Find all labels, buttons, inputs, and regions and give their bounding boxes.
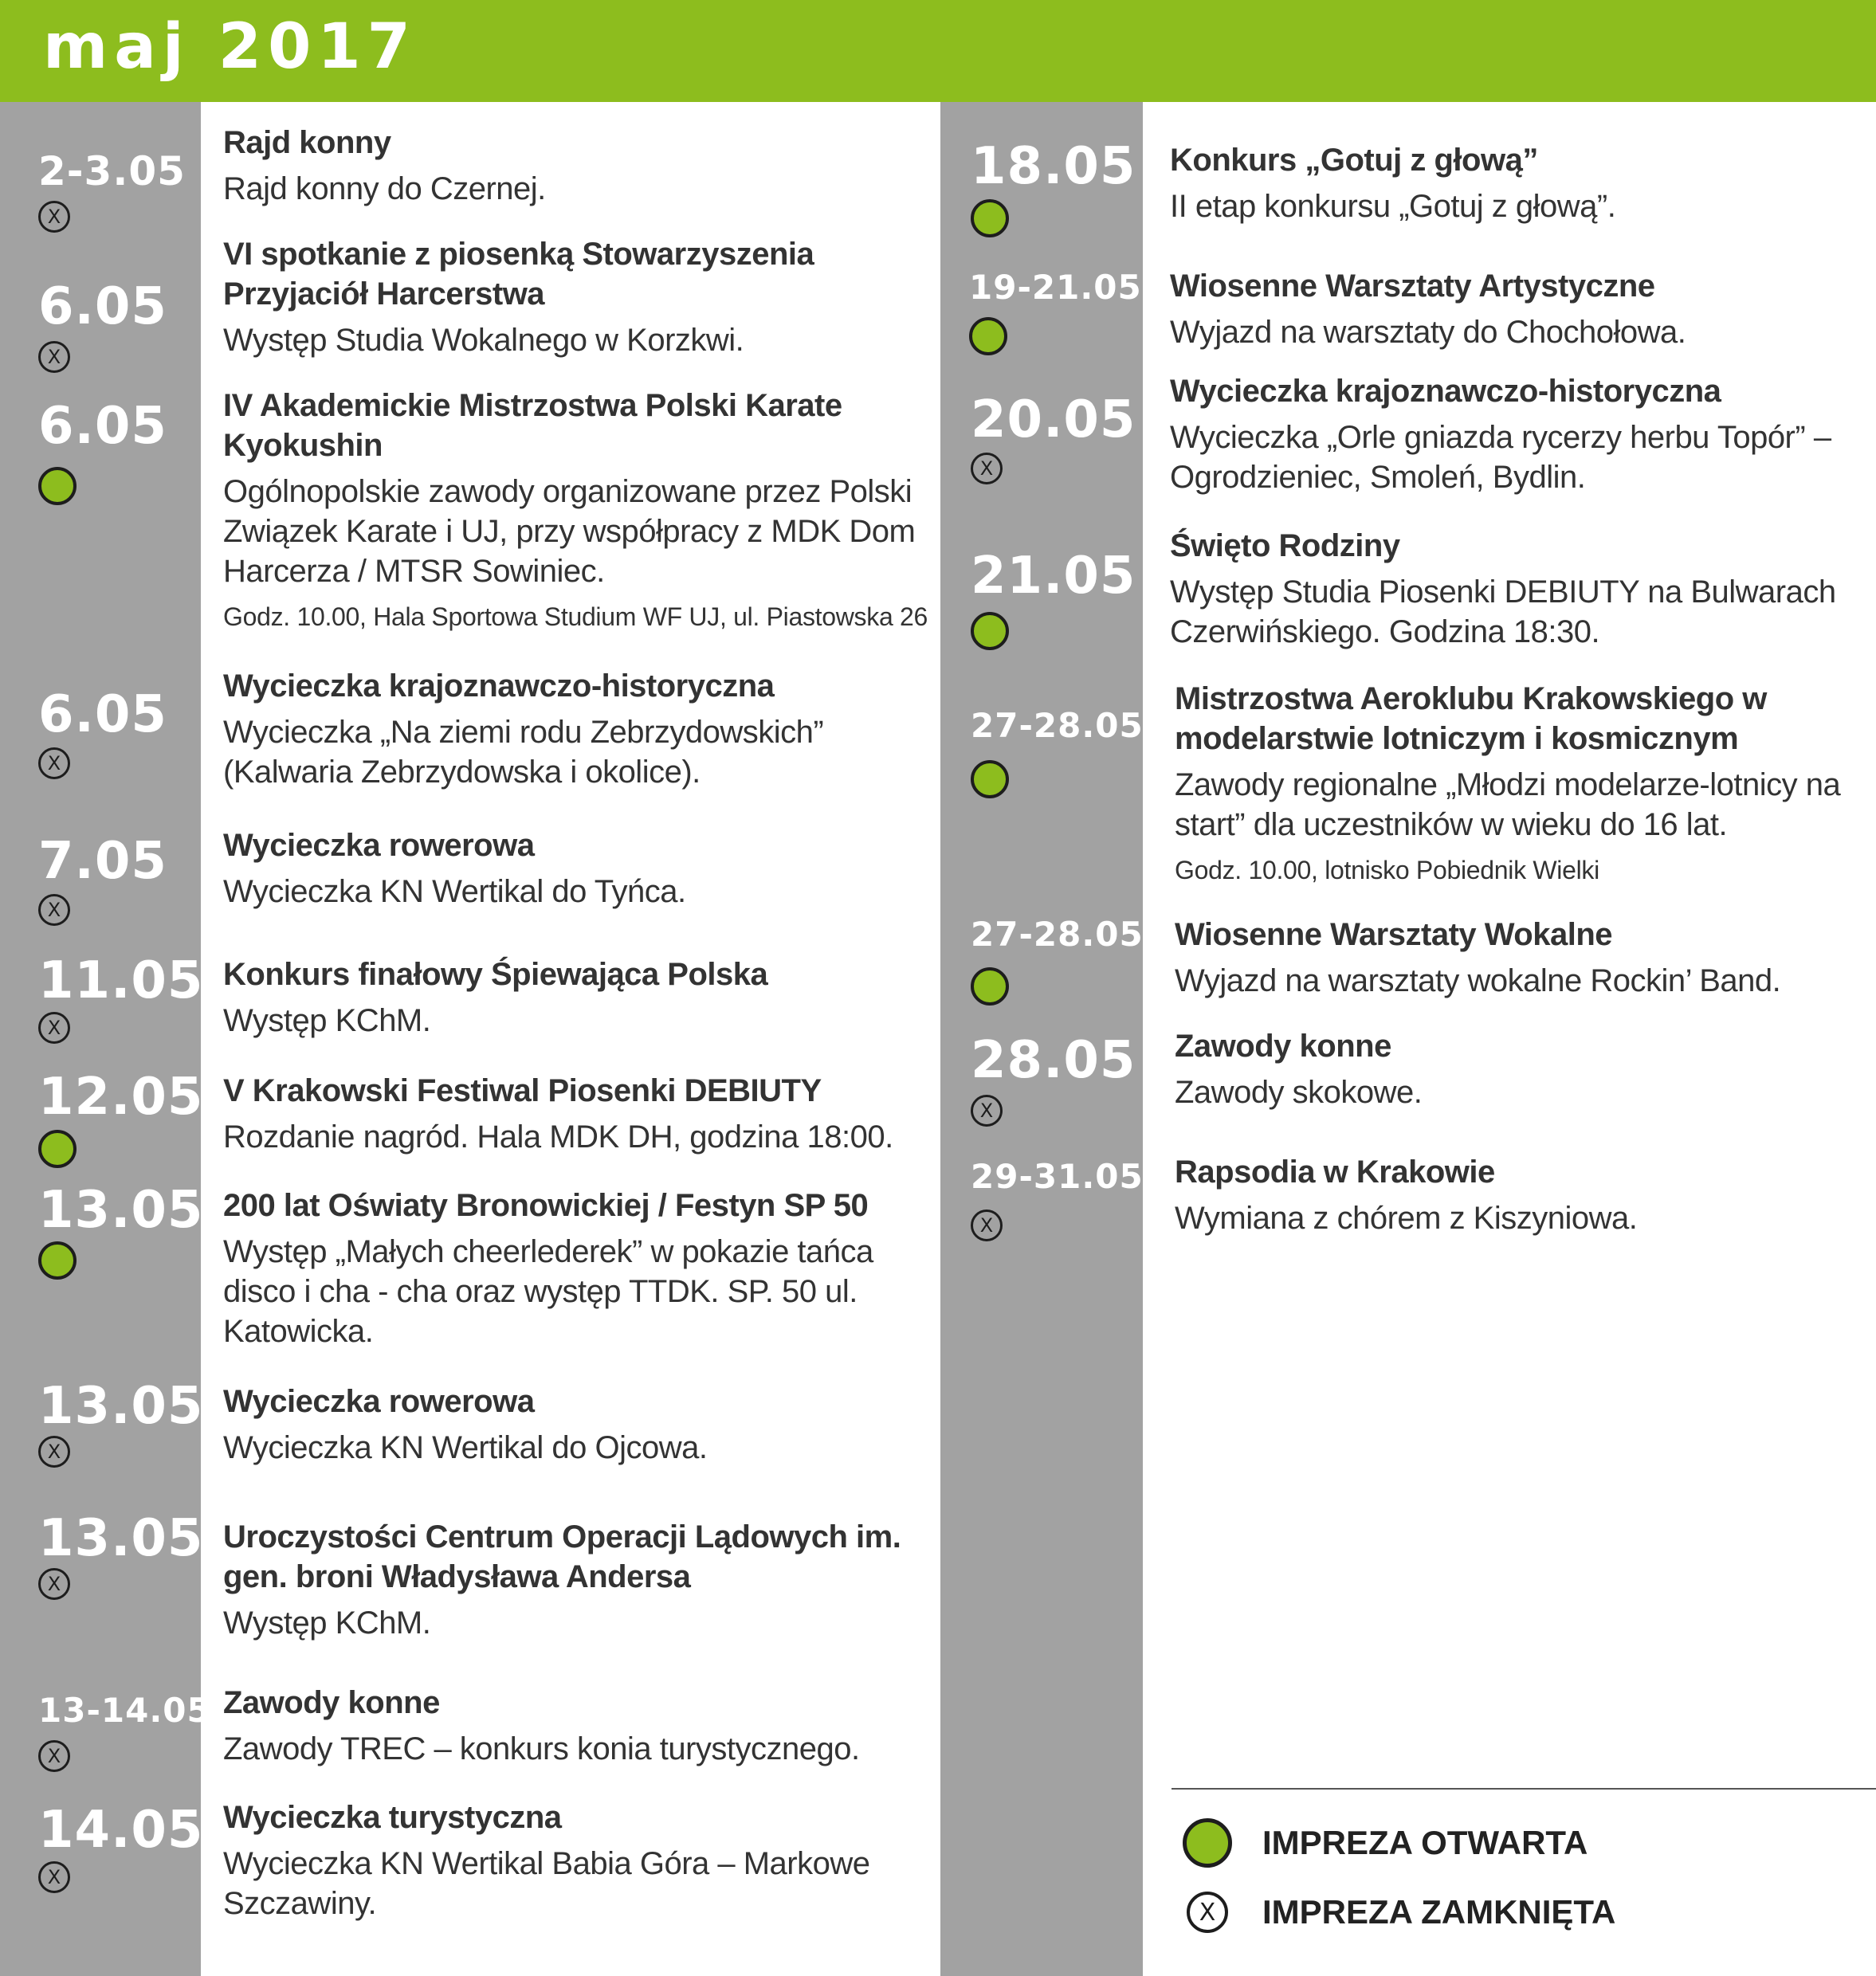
event-date: 18.05 xyxy=(971,137,1136,196)
event-title: 200 lat Oświaty Bronowickiej / Festyn SP 50 xyxy=(223,1188,869,1223)
event-description: Rajd konny do Czernej. xyxy=(223,171,546,206)
event-date: 11.05 xyxy=(38,951,204,1010)
event-note: Godz. 10.00, Hala Sportowa Studium WF UJ, ul. Piastowska 26 xyxy=(223,602,928,631)
open-event-icon xyxy=(38,1130,77,1168)
open-event-icon xyxy=(38,1241,77,1280)
event-date: 13.05 xyxy=(38,1377,204,1436)
event-description: Występ „Małych cheerlederek” w pokazie tańca disco i cha - cha oraz występ TTDK. SP. 50 ul. Katowicka. xyxy=(223,1234,873,1349)
page-title: maj 2017 xyxy=(43,11,417,83)
open-event-icon xyxy=(971,199,1009,237)
closed-event-icon: X xyxy=(1187,1892,1228,1933)
open-event-icon xyxy=(971,760,1009,798)
event-title: Zawody konne xyxy=(223,1685,440,1720)
legend-open-label: IMPREZA OTWARTA xyxy=(1262,1824,1588,1861)
event-description: Wycieczka KN Wertikal do Ojcowa. xyxy=(223,1430,708,1465)
event-description: II etap konkursu „Gotuj z głową”. xyxy=(1170,189,1616,224)
event-date: 19-21.05 xyxy=(969,268,1142,307)
event-details xyxy=(223,1798,932,1923)
event-details xyxy=(223,825,932,912)
event-details xyxy=(1175,915,1868,1001)
event-details xyxy=(223,1382,932,1468)
event-date: 13-14.05 xyxy=(38,1691,211,1730)
event-details xyxy=(223,1683,932,1769)
event-title: Wycieczka rowerowa xyxy=(223,828,535,863)
event-date: 27-28.05 xyxy=(971,706,1144,745)
event-date: 27-28.05 xyxy=(971,915,1144,954)
event-details xyxy=(1170,266,1871,352)
event-description: Ogólnopolskie zawody organizowane przez Polski Związek Karate i UJ, przy współpracy z MDK Dom Harcerza / MTSR Sowiniec. xyxy=(223,474,916,589)
event-title: Konkurs finałowy Śpiewająca Polska xyxy=(223,957,768,992)
event-date: 2-3.05 xyxy=(38,148,186,194)
open-event-icon xyxy=(38,467,77,505)
event-details xyxy=(223,955,932,1041)
closed-event-icon: X xyxy=(38,894,70,926)
event-details xyxy=(223,1071,932,1157)
event-date: 6.05 xyxy=(38,397,167,456)
event-details xyxy=(223,666,932,792)
event-details xyxy=(223,386,932,634)
closed-event-icon: X xyxy=(38,1012,70,1044)
legend-closed-label: IMPREZA ZAMKNIĘTA xyxy=(1262,1893,1616,1931)
event-description: Wyjazd na warsztaty wokalne Rockin’ Band. xyxy=(1175,963,1781,998)
closed-event-icon: X xyxy=(38,1861,70,1893)
closed-event-icon: X xyxy=(971,1210,1003,1241)
event-title: Uroczystości Centrum Operacji Lądowych im. gen. broni Władysława Andersa xyxy=(223,1519,901,1594)
event-title: Konkurs „Gotuj z głową” xyxy=(1170,143,1538,178)
event-description: Zawody regionalne „Młodzi modelarze-lotnicy na start” dla uczestników w wieku do 16 lat. xyxy=(1175,767,1841,842)
open-event-icon xyxy=(1183,1818,1232,1868)
event-title: Wiosenne Warsztaty Artystyczne xyxy=(1170,269,1655,304)
event-date: 6.05 xyxy=(38,685,167,744)
closed-event-icon: X xyxy=(38,1436,70,1468)
event-title: VI spotkanie z piosenką Stowarzyszenia Przyjaciół Harcerstwa xyxy=(223,237,814,312)
event-details xyxy=(1175,679,1868,888)
event-title: Wycieczka krajoznawczo-historyczna xyxy=(223,668,775,704)
event-date: 6.05 xyxy=(38,277,167,336)
event-date: 14.05 xyxy=(38,1801,204,1860)
event-date: 29-31.05 xyxy=(971,1157,1144,1196)
event-details xyxy=(223,1186,932,1351)
event-title: IV Akademickie Mistrzostwa Polski Karate Kyokushin xyxy=(223,388,842,463)
event-date: 12.05 xyxy=(38,1068,204,1127)
closed-event-icon: X xyxy=(971,1095,1003,1127)
closed-event-icon: X xyxy=(38,1568,70,1600)
event-details xyxy=(223,234,932,360)
event-date: 20.05 xyxy=(971,390,1136,449)
closed-event-icon: X xyxy=(38,1740,70,1772)
event-details xyxy=(1175,1152,1868,1238)
event-title: Wycieczka rowerowa xyxy=(223,1384,535,1419)
closed-event-icon: X xyxy=(38,341,70,373)
legend-open xyxy=(1183,1818,1588,1868)
event-date: 13.05 xyxy=(38,1509,204,1568)
event-details xyxy=(1170,526,1871,652)
closed-event-icon: X xyxy=(971,453,1003,484)
event-details xyxy=(223,123,932,209)
event-details xyxy=(1170,371,1871,497)
event-note: Godz. 10.00, lotnisko Pobiednik Wielki xyxy=(1175,856,1599,884)
legend-divider xyxy=(1172,1788,1876,1790)
closed-event-icon: X xyxy=(38,201,70,233)
page-header xyxy=(0,0,1876,102)
event-description: Występ KChM. xyxy=(223,1003,431,1038)
open-event-icon xyxy=(971,612,1009,650)
event-description: Występ KChM. xyxy=(223,1606,431,1641)
event-description: Zawody skokowe. xyxy=(1175,1075,1423,1110)
event-title: Wycieczka krajoznawczo-historyczna xyxy=(1170,374,1721,409)
event-description: Zawody TREC – konkurs konia turystycznego. xyxy=(223,1731,860,1766)
event-description: Rozdanie nagród. Hala MDK DH, godzina 18:00. xyxy=(223,1119,893,1155)
open-event-icon xyxy=(971,967,1009,1006)
event-title: Mistrzostwa Aeroklubu Krakowskiego w modelarstwie lotniczym i kosmicznym xyxy=(1175,681,1767,756)
event-description: Wyjazd na warsztaty do Chochołowa. xyxy=(1170,315,1686,350)
event-date: 28.05 xyxy=(971,1031,1136,1090)
event-title: Wiosenne Warsztaty Wokalne xyxy=(1175,917,1612,952)
event-title: Święto Rodziny xyxy=(1170,528,1400,563)
event-title: Zawody konne xyxy=(1175,1029,1391,1064)
event-description: Wymiana z chórem z Kiszyniowa. xyxy=(1175,1201,1638,1236)
event-details xyxy=(223,1517,932,1643)
event-details xyxy=(1175,1026,1868,1112)
event-description: Wycieczka KN Wertikal do Tyńca. xyxy=(223,874,686,909)
event-title: Rapsodia w Krakowie xyxy=(1175,1155,1495,1190)
event-title: Wycieczka turystyczna xyxy=(223,1800,562,1835)
event-date: 13.05 xyxy=(38,1181,204,1240)
event-details xyxy=(1170,140,1871,226)
event-description: Wycieczka KN Wertikal Babia Góra – Markowe Szczawiny. xyxy=(223,1846,870,1921)
legend-closed xyxy=(1183,1892,1615,1933)
event-description: Wycieczka „Orle gniazda rycerzy herbu Topór” – Ogrodzieniec, Smoleń, Bydlin. xyxy=(1170,420,1831,495)
event-description: Wycieczka „Na ziemi rodu Zebrzydowskich” (Kalwaria Zebrzydowska i okolice). xyxy=(223,715,824,790)
event-title: V Krakowski Festiwal Piosenki DEBIUTY xyxy=(223,1073,822,1108)
event-date: 7.05 xyxy=(38,832,167,891)
open-event-icon xyxy=(969,317,1007,355)
closed-event-icon: X xyxy=(38,747,70,779)
event-date: 21.05 xyxy=(971,547,1136,606)
event-description: Występ Studia Wokalnego w Korzkwi. xyxy=(223,323,744,358)
event-description: Występ Studia Piosenki DEBIUTY na Bulwarach Czerwińskiego. Godzina 18:30. xyxy=(1170,574,1836,649)
event-title: Rajd konny xyxy=(223,125,391,160)
